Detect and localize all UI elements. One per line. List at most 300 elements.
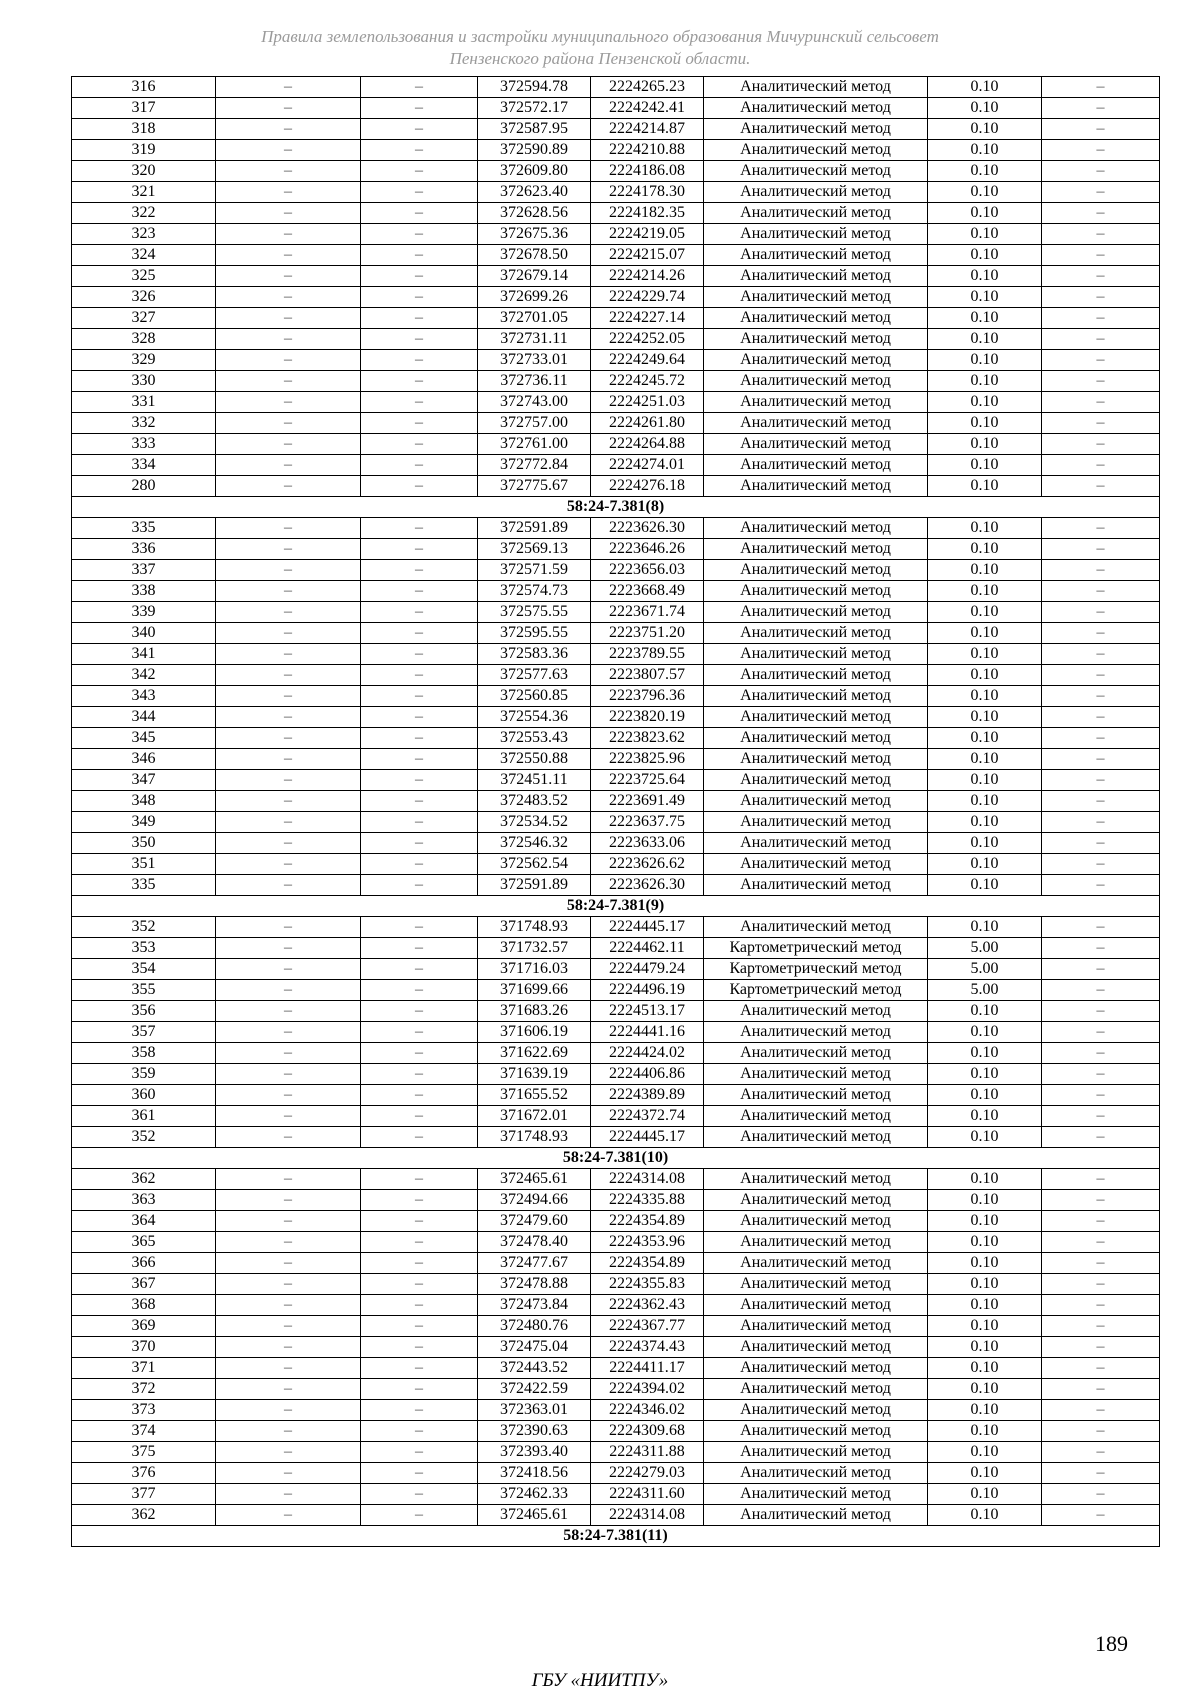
accuracy: 0.10 [928, 686, 1042, 707]
dash-cell: – [1042, 455, 1160, 476]
y-coordinate: 2224214.26 [591, 266, 704, 287]
table-row [72, 1232, 1160, 1253]
table-row [72, 1295, 1160, 1316]
x-coordinate: 372675.36 [478, 224, 591, 245]
table-row [72, 1358, 1160, 1379]
accuracy: 0.10 [928, 308, 1042, 329]
dash-cell: – [216, 1463, 361, 1484]
y-coordinate: 2224353.96 [591, 1232, 704, 1253]
method: Аналитический метод [704, 1211, 928, 1232]
method: Аналитический метод [704, 413, 928, 434]
accuracy: 0.10 [928, 476, 1042, 497]
point-number: 366 [72, 1253, 216, 1274]
dash-cell: – [216, 1085, 361, 1106]
x-coordinate: 372477.67 [478, 1253, 591, 1274]
accuracy: 0.10 [928, 1211, 1042, 1232]
method: Аналитический метод [704, 644, 928, 665]
x-coordinate: 372609.80 [478, 161, 591, 182]
dash-cell: – [1042, 539, 1160, 560]
dash-cell: – [361, 1253, 478, 1274]
dash-cell: – [1042, 1127, 1160, 1148]
dash-cell: – [1042, 329, 1160, 350]
x-coordinate: 372577.63 [478, 665, 591, 686]
method: Аналитический метод [704, 665, 928, 686]
point-number: 368 [72, 1295, 216, 1316]
dash-cell: – [361, 728, 478, 749]
x-coordinate: 372560.85 [478, 686, 591, 707]
point-number: 338 [72, 581, 216, 602]
x-coordinate: 372478.40 [478, 1232, 591, 1253]
x-coordinate: 372422.59 [478, 1379, 591, 1400]
table-row [72, 266, 1160, 287]
dash-cell: – [1042, 98, 1160, 119]
header-line-1: Правила землепользования и застройки муниципального образования Мичуринский сельсовет [261, 27, 939, 46]
point-number: 335 [72, 875, 216, 896]
y-coordinate: 2224311.60 [591, 1484, 704, 1505]
point-number: 321 [72, 182, 216, 203]
y-coordinate: 2223751.20 [591, 623, 704, 644]
point-number: 342 [72, 665, 216, 686]
accuracy: 0.10 [928, 287, 1042, 308]
dash-cell: – [216, 182, 361, 203]
method: Аналитический метод [704, 749, 928, 770]
point-number: 319 [72, 140, 216, 161]
accuracy: 0.10 [928, 140, 1042, 161]
y-coordinate: 2224355.83 [591, 1274, 704, 1295]
dash-cell: – [1042, 350, 1160, 371]
dash-cell: – [216, 476, 361, 497]
y-coordinate: 2224178.30 [591, 182, 704, 203]
dash-cell: – [1042, 854, 1160, 875]
y-coordinate: 2223825.96 [591, 749, 704, 770]
point-number: 339 [72, 602, 216, 623]
y-coordinate: 2224354.89 [591, 1211, 704, 1232]
dash-cell: – [1042, 266, 1160, 287]
point-number: 316 [72, 77, 216, 98]
dash-cell: – [1042, 203, 1160, 224]
x-coordinate: 372591.89 [478, 875, 591, 896]
table-row [72, 98, 1160, 119]
dash-cell: – [1042, 182, 1160, 203]
x-coordinate: 372393.40 [478, 1442, 591, 1463]
x-coordinate: 371716.03 [478, 959, 591, 980]
accuracy: 0.10 [928, 329, 1042, 350]
x-coordinate: 371672.01 [478, 1106, 591, 1127]
dash-cell: – [1042, 1295, 1160, 1316]
method: Аналитический метод [704, 1085, 928, 1106]
dash-cell: – [216, 854, 361, 875]
dash-cell: – [1042, 686, 1160, 707]
point-number: 353 [72, 938, 216, 959]
accuracy: 0.10 [928, 644, 1042, 665]
dash-cell: – [1042, 1316, 1160, 1337]
dash-cell: – [216, 140, 361, 161]
point-number: 360 [72, 1085, 216, 1106]
coordinates-table [71, 76, 1160, 1547]
method: Аналитический метод [704, 1400, 928, 1421]
table-row [72, 602, 1160, 623]
table-row [72, 1106, 1160, 1127]
accuracy: 0.10 [928, 623, 1042, 644]
dash-cell: – [216, 1400, 361, 1421]
accuracy: 0.10 [928, 1001, 1042, 1022]
accuracy: 0.10 [928, 182, 1042, 203]
method: Аналитический метод [704, 1127, 928, 1148]
dash-cell: – [361, 938, 478, 959]
dash-cell: – [1042, 707, 1160, 728]
point-number: 363 [72, 1190, 216, 1211]
x-coordinate: 372594.78 [478, 77, 591, 98]
dash-cell: – [361, 1064, 478, 1085]
accuracy: 0.10 [928, 518, 1042, 539]
dash-cell: – [1042, 1442, 1160, 1463]
x-coordinate: 372590.89 [478, 140, 591, 161]
method: Аналитический метод [704, 1190, 928, 1211]
dash-cell: – [216, 1001, 361, 1022]
point-number: 365 [72, 1232, 216, 1253]
table-row [72, 371, 1160, 392]
y-coordinate: 2223796.36 [591, 686, 704, 707]
dash-cell: – [1042, 308, 1160, 329]
dash-cell: – [1042, 1064, 1160, 1085]
table-row [72, 476, 1160, 497]
point-number: 330 [72, 371, 216, 392]
y-coordinate: 2224445.17 [591, 1127, 704, 1148]
dash-cell: – [361, 329, 478, 350]
point-number: 357 [72, 1022, 216, 1043]
y-coordinate: 2224394.02 [591, 1379, 704, 1400]
dash-cell: – [216, 371, 361, 392]
dash-cell: – [216, 1316, 361, 1337]
dash-cell: – [216, 266, 361, 287]
point-number: 362 [72, 1169, 216, 1190]
dash-cell: – [361, 665, 478, 686]
point-number: 318 [72, 119, 216, 140]
dash-cell: – [361, 1211, 478, 1232]
x-coordinate: 372462.33 [478, 1484, 591, 1505]
dash-cell: – [216, 728, 361, 749]
dash-cell: – [216, 1274, 361, 1295]
dash-cell: – [1042, 1085, 1160, 1106]
dash-cell: – [1042, 1400, 1160, 1421]
dash-cell: – [1042, 1253, 1160, 1274]
dash-cell: – [216, 1064, 361, 1085]
accuracy: 0.10 [928, 1043, 1042, 1064]
method: Аналитический метод [704, 266, 928, 287]
x-coordinate: 371732.57 [478, 938, 591, 959]
method: Картометрический метод [704, 959, 928, 980]
table-row [72, 161, 1160, 182]
point-number: 375 [72, 1442, 216, 1463]
dash-cell: – [216, 350, 361, 371]
method: Аналитический метод [704, 1484, 928, 1505]
dash-cell: – [1042, 1043, 1160, 1064]
accuracy: 0.10 [928, 1085, 1042, 1106]
dash-cell: – [1042, 1190, 1160, 1211]
method: Аналитический метод [704, 224, 928, 245]
accuracy: 0.10 [928, 1253, 1042, 1274]
dash-cell: – [216, 602, 361, 623]
dash-cell: – [361, 959, 478, 980]
accuracy: 0.10 [928, 749, 1042, 770]
method: Аналитический метод [704, 518, 928, 539]
dash-cell: – [1042, 1379, 1160, 1400]
point-number: 367 [72, 1274, 216, 1295]
method: Аналитический метод [704, 1106, 928, 1127]
x-coordinate: 372679.14 [478, 266, 591, 287]
method: Аналитический метод [704, 1001, 928, 1022]
point-number: 376 [72, 1463, 216, 1484]
accuracy: 0.10 [928, 812, 1042, 833]
accuracy: 0.10 [928, 1064, 1042, 1085]
y-coordinate: 2224445.17 [591, 917, 704, 938]
method: Аналитический метод [704, 728, 928, 749]
y-coordinate: 2224210.88 [591, 140, 704, 161]
dash-cell: – [361, 245, 478, 266]
method: Аналитический метод [704, 1358, 928, 1379]
accuracy: 0.10 [928, 854, 1042, 875]
point-number: 329 [72, 350, 216, 371]
method: Аналитический метод [704, 560, 928, 581]
method: Аналитический метод [704, 854, 928, 875]
method: Аналитический метод [704, 707, 928, 728]
method: Аналитический метод [704, 602, 928, 623]
method: Аналитический метод [704, 119, 928, 140]
section-row [72, 1148, 1160, 1169]
table-row [72, 1379, 1160, 1400]
point-number: 336 [72, 539, 216, 560]
dash-cell: – [361, 455, 478, 476]
accuracy: 0.10 [928, 791, 1042, 812]
accuracy: 0.10 [928, 434, 1042, 455]
accuracy: 0.10 [928, 1421, 1042, 1442]
dash-cell: – [1042, 1421, 1160, 1442]
method: Аналитический метод [704, 1379, 928, 1400]
accuracy: 0.10 [928, 539, 1042, 560]
accuracy: 0.10 [928, 1169, 1042, 1190]
method: Аналитический метод [704, 1253, 928, 1274]
accuracy: 0.10 [928, 161, 1042, 182]
y-coordinate: 2224227.14 [591, 308, 704, 329]
dash-cell: – [1042, 1484, 1160, 1505]
dash-cell: – [216, 917, 361, 938]
x-coordinate: 372583.36 [478, 644, 591, 665]
accuracy: 0.10 [928, 203, 1042, 224]
dash-cell: – [1042, 917, 1160, 938]
point-number: 352 [72, 917, 216, 938]
dash-cell: – [216, 1295, 361, 1316]
x-coordinate: 371683.26 [478, 1001, 591, 1022]
method: Аналитический метод [704, 539, 928, 560]
dash-cell: – [361, 560, 478, 581]
point-number: 372 [72, 1379, 216, 1400]
dash-cell: – [216, 1106, 361, 1127]
dash-cell: – [1042, 1001, 1160, 1022]
y-coordinate: 2224309.68 [591, 1421, 704, 1442]
dash-cell: – [216, 1484, 361, 1505]
table-row [72, 1085, 1160, 1106]
table-row [72, 455, 1160, 476]
dash-cell: – [1042, 1358, 1160, 1379]
x-coordinate: 372534.52 [478, 812, 591, 833]
accuracy: 5.00 [928, 959, 1042, 980]
x-coordinate: 372575.55 [478, 602, 591, 623]
dash-cell: – [361, 350, 478, 371]
table-row [72, 413, 1160, 434]
accuracy: 0.10 [928, 1295, 1042, 1316]
y-coordinate: 2224372.74 [591, 1106, 704, 1127]
y-coordinate: 2224314.08 [591, 1505, 704, 1526]
y-coordinate: 2224462.11 [591, 938, 704, 959]
table-row [72, 434, 1160, 455]
x-coordinate: 372480.76 [478, 1316, 591, 1337]
method: Аналитический метод [704, 1232, 928, 1253]
table-row [72, 833, 1160, 854]
method: Аналитический метод [704, 455, 928, 476]
point-number: 354 [72, 959, 216, 980]
y-coordinate: 2224374.43 [591, 1337, 704, 1358]
x-coordinate: 372363.01 [478, 1400, 591, 1421]
dash-cell: – [361, 1127, 478, 1148]
table-row [72, 1421, 1160, 1442]
dash-cell: – [1042, 581, 1160, 602]
table-row [72, 77, 1160, 98]
dash-cell: – [361, 77, 478, 98]
x-coordinate: 372483.52 [478, 791, 591, 812]
point-number: 345 [72, 728, 216, 749]
dash-cell: – [216, 119, 361, 140]
point-number: 324 [72, 245, 216, 266]
table-row [72, 854, 1160, 875]
dash-cell: – [361, 791, 478, 812]
table-row [72, 1337, 1160, 1358]
point-number: 328 [72, 329, 216, 350]
table-row [72, 1001, 1160, 1022]
y-coordinate: 2224513.17 [591, 1001, 704, 1022]
accuracy: 0.10 [928, 1190, 1042, 1211]
table-row [72, 224, 1160, 245]
y-coordinate: 2224411.17 [591, 1358, 704, 1379]
y-coordinate: 2223626.62 [591, 854, 704, 875]
method: Аналитический метод [704, 287, 928, 308]
dash-cell: – [216, 77, 361, 98]
point-number: 356 [72, 1001, 216, 1022]
dash-cell: – [361, 518, 478, 539]
dash-cell: – [1042, 644, 1160, 665]
y-coordinate: 2224406.86 [591, 1064, 704, 1085]
dash-cell: – [361, 539, 478, 560]
method: Картометрический метод [704, 980, 928, 1001]
dash-cell: – [1042, 1505, 1160, 1526]
y-coordinate: 2224311.88 [591, 1442, 704, 1463]
table-row [72, 623, 1160, 644]
x-coordinate: 371748.93 [478, 1127, 591, 1148]
table-row [72, 917, 1160, 938]
dash-cell: – [361, 308, 478, 329]
point-number: 370 [72, 1337, 216, 1358]
y-coordinate: 2224249.64 [591, 350, 704, 371]
dash-cell: – [1042, 1169, 1160, 1190]
table-row [72, 1211, 1160, 1232]
point-number: 327 [72, 308, 216, 329]
y-coordinate: 2224186.08 [591, 161, 704, 182]
dash-cell: – [1042, 119, 1160, 140]
x-coordinate: 372701.05 [478, 308, 591, 329]
y-coordinate: 2223656.03 [591, 560, 704, 581]
method: Аналитический метод [704, 1295, 928, 1316]
point-number: 332 [72, 413, 216, 434]
accuracy: 0.10 [928, 98, 1042, 119]
x-coordinate: 371622.69 [478, 1043, 591, 1064]
dash-cell: – [361, 581, 478, 602]
dash-cell: – [216, 833, 361, 854]
table-row [72, 1169, 1160, 1190]
table-row [72, 140, 1160, 161]
dash-cell: – [1042, 413, 1160, 434]
table-row [72, 1253, 1160, 1274]
dash-cell: – [216, 707, 361, 728]
dash-cell: – [1042, 434, 1160, 455]
dash-cell: – [1042, 1211, 1160, 1232]
dash-cell: – [361, 854, 478, 875]
dash-cell: – [1042, 224, 1160, 245]
dash-cell: – [216, 98, 361, 119]
dash-cell: – [361, 1358, 478, 1379]
y-coordinate: 2223633.06 [591, 833, 704, 854]
accuracy: 0.10 [928, 245, 1042, 266]
dash-cell: – [361, 287, 478, 308]
point-number: 348 [72, 791, 216, 812]
accuracy: 0.10 [928, 770, 1042, 791]
dash-cell: – [361, 1169, 478, 1190]
x-coordinate: 372473.84 [478, 1295, 591, 1316]
point-number: 331 [72, 392, 216, 413]
method: Аналитический метод [704, 1463, 928, 1484]
accuracy: 0.10 [928, 1484, 1042, 1505]
x-coordinate: 372390.63 [478, 1421, 591, 1442]
point-number: 323 [72, 224, 216, 245]
accuracy: 5.00 [928, 938, 1042, 959]
dash-cell: – [361, 770, 478, 791]
dash-cell: – [216, 518, 361, 539]
dash-cell: – [361, 1085, 478, 1106]
dash-cell: – [216, 392, 361, 413]
method: Аналитический метод [704, 833, 928, 854]
dash-cell: – [361, 1316, 478, 1337]
dash-cell: – [361, 203, 478, 224]
accuracy: 0.10 [928, 581, 1042, 602]
dash-cell: – [216, 665, 361, 686]
dash-cell: – [1042, 875, 1160, 896]
section-row [72, 896, 1160, 917]
dash-cell: – [216, 1211, 361, 1232]
accuracy: 0.10 [928, 1022, 1042, 1043]
section-title: 58:24-7.381(10) [72, 1148, 1160, 1169]
point-number: 341 [72, 644, 216, 665]
point-number: 325 [72, 266, 216, 287]
point-number: 317 [72, 98, 216, 119]
dash-cell: – [216, 161, 361, 182]
table-row [72, 749, 1160, 770]
method: Аналитический метод [704, 875, 928, 896]
y-coordinate: 2224215.07 [591, 245, 704, 266]
dash-cell: – [216, 287, 361, 308]
dash-cell: – [361, 812, 478, 833]
dash-cell: – [1042, 77, 1160, 98]
accuracy: 0.10 [928, 707, 1042, 728]
x-coordinate: 372550.88 [478, 749, 591, 770]
point-number: 355 [72, 980, 216, 1001]
